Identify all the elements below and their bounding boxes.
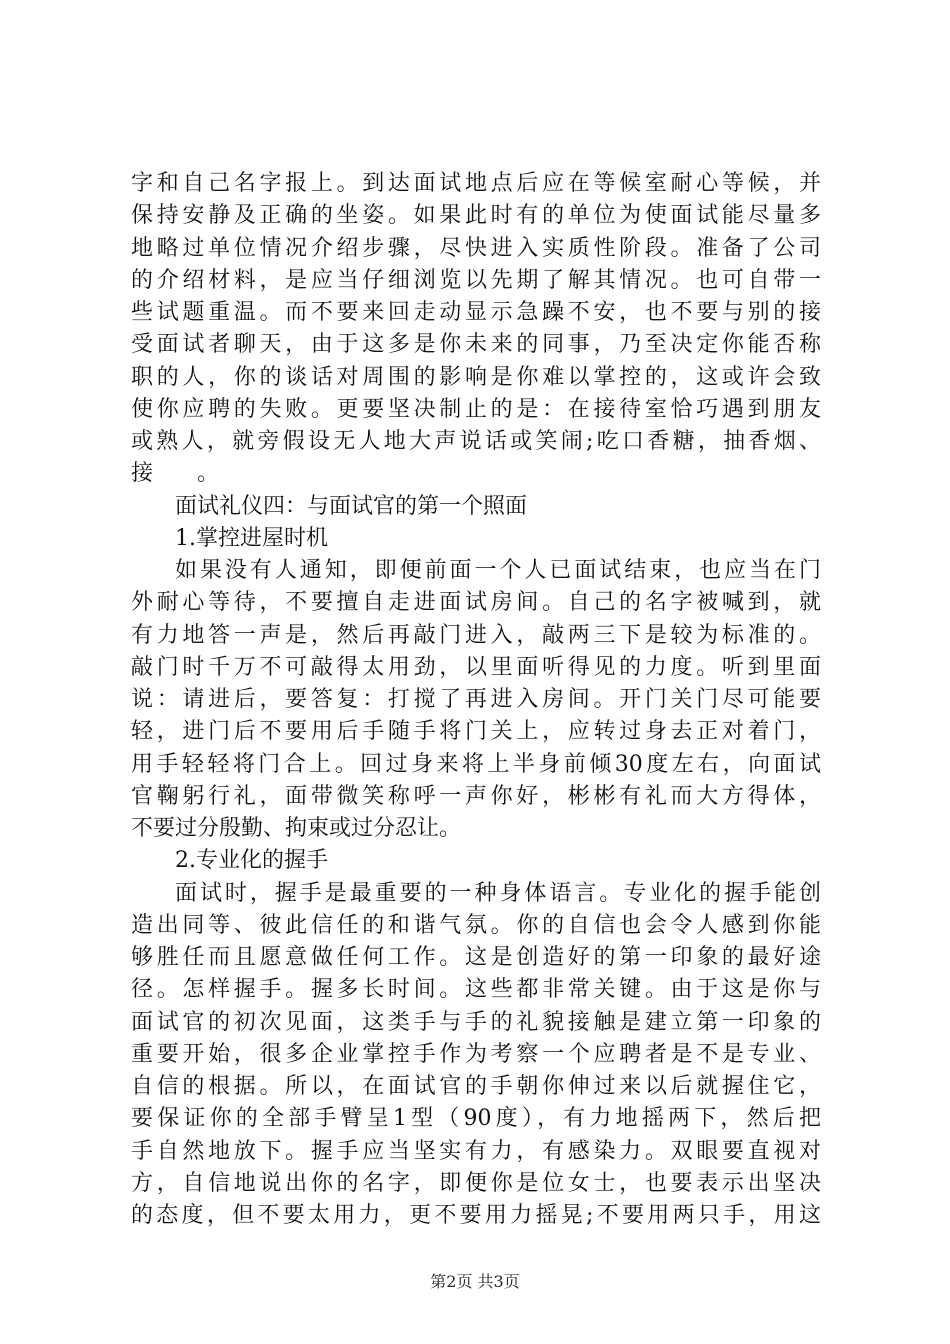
text-line: 不要过分殷勤、拘束或过分忍让。	[131, 816, 462, 841]
text-line: 面试时，握手是最重要的一种身体语言。专业化的握手能创	[175, 880, 821, 906]
text-line: 接 。	[131, 461, 220, 487]
text-line: 地略过单位情况介绍步骤，尽快进入实质性阶段。准备了公司	[131, 235, 821, 261]
text-line: 说：请进后，要答复：打搅了再进入房间。开门关门尽可能要	[131, 687, 821, 712]
text-line: 轻，进门后不要用后手随手将门关上，应转过身去正对着门，	[131, 719, 821, 745]
text-line: 自信的根据。所以，在面试官的手朝你伸过来以后就握住它，	[131, 1074, 821, 1099]
text-line: 或熟人，就旁假设无人地大声说话或笑闹;吃口香糖，抽香烟、	[131, 429, 821, 454]
text-line: 1.掌控进屋时机	[175, 525, 328, 551]
text-line: 2.专业化的握手	[175, 848, 328, 874]
text-line: 的介绍材料，是应当仔细浏览以先期了解其情况。也可自带一	[131, 267, 821, 293]
text-line: 径。怎样握手。握多长时间。这些都非常关键。由于这是你与	[131, 977, 821, 1003]
text-line: 外耐心等待，不要擅自走进面试房间。自己的名字被喊到，就	[131, 590, 821, 616]
text-line: 面试官的初次见面，这类手与手的礼貌接触是建立第一印象的	[131, 1009, 821, 1035]
text-line: 如果没有人通知，即便前面一个人已面试结束，也应当在门	[175, 558, 821, 583]
text-line: 要保证你的全部手臂呈1型（90度），有力地摇两下，然后把	[131, 1106, 821, 1132]
text-line: 面试礼仪四：与面试官的第一个照面	[175, 493, 528, 519]
text-line: 使你应聘的失败。更要坚决制止的是：在接待室恰巧遇到朋友	[131, 396, 821, 422]
text-line: 受面试者聊天，由于这多是你未来的同事，乃至决定你能否称	[131, 332, 821, 358]
text-line: 官鞠躬行礼，面带微笑称呼一声你好，彬彬有礼而大方得体，	[131, 783, 821, 809]
text-line: 职的人，你的谈话对周围的影响是你难以掌控的，这或许会致	[131, 364, 821, 390]
body-text	[131, 168, 821, 1232]
text-line: 方，自信地说出你的名字，即便你是位女士，也要表示出坚决	[131, 1170, 821, 1196]
text-line: 手自然地放下。握手应当坚实有力，有感染力。双眼要直视对	[131, 1138, 821, 1164]
page-footer: 第2页 共3页	[430, 1272, 520, 1291]
text-line: 重要开始，很多企业掌控手作为考察一个应聘者是不是专业、	[131, 1041, 821, 1067]
text-line: 些试题重温。而不要来回走动显示急躁不安，也不要与别的接	[131, 300, 821, 325]
text-line: 造出同等、彼此信任的和谐气氛。你的自信也会令人感到你能	[131, 912, 821, 938]
text-line: 保持安静及正确的坐姿。如果此时有的单位为使面试能尽量多	[131, 203, 821, 229]
text-line: 敲门时千万不可敲得太用劲，以里面听得见的力度。听到里面	[131, 654, 821, 680]
text-line: 字和自己名字报上。到达面试地点后应在等候室耐心等候，并	[131, 171, 821, 196]
text-line: 有力地答一声是，然后再敲门进入，敲两三下是较为标准的。	[131, 622, 821, 648]
text-line: 用手轻轻将门合上。回过身来将上半身前倾30度左右，向面试	[131, 751, 821, 777]
text-line: 的态度，但不要太用力，更不要用力摇晃;不要用两只手，用这	[131, 1203, 821, 1228]
text-line: 够胜任而且愿意做任何工作。这是创造好的第一印象的最好途	[131, 945, 821, 970]
